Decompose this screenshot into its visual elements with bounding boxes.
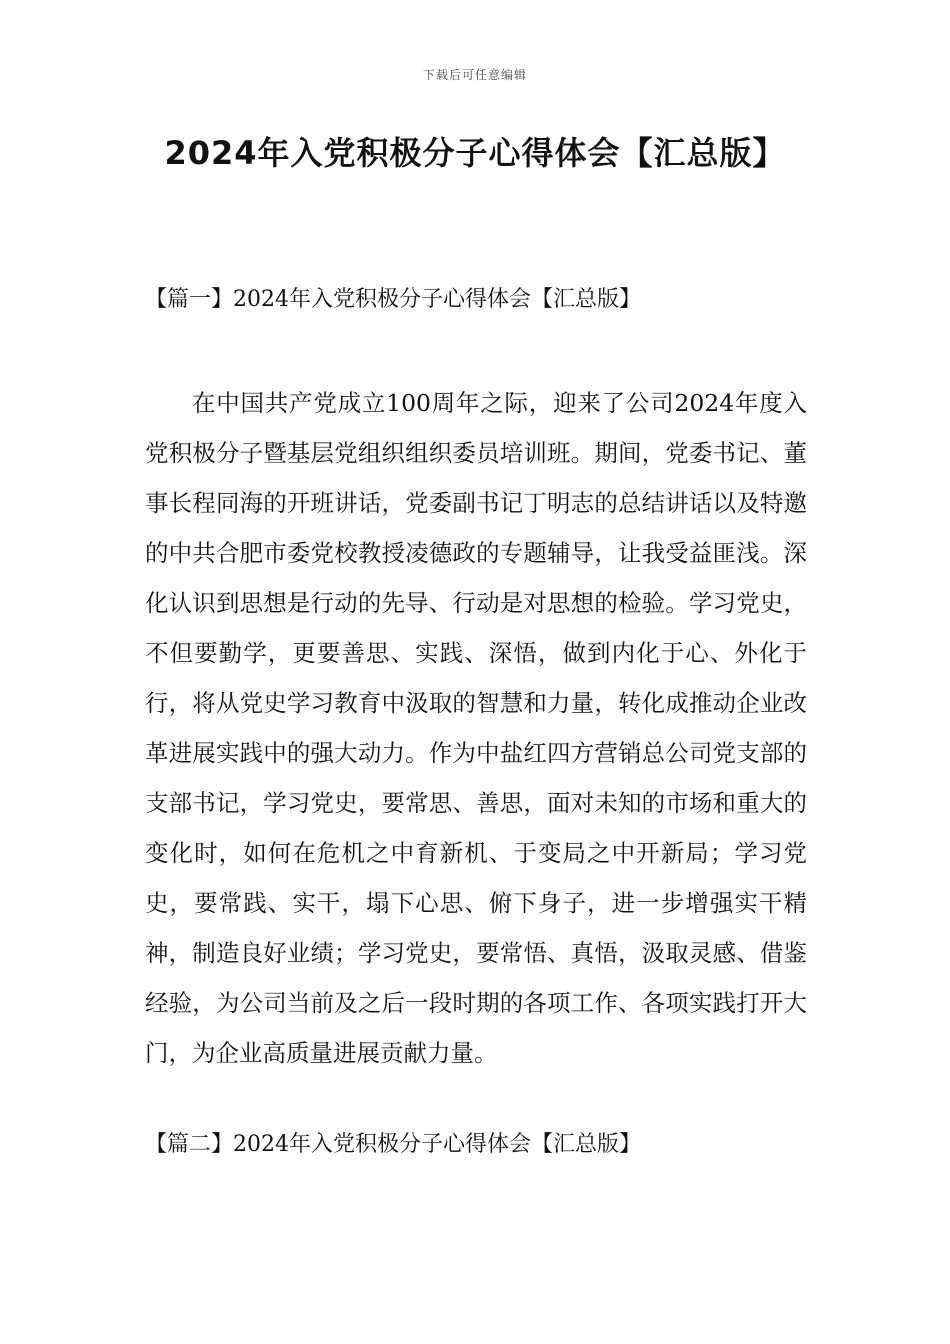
document-title: 2024年入党积极分子心得体会【汇总版】	[164, 134, 786, 172]
header-note: 下载后可任意编辑	[422, 68, 527, 82]
section-heading-1: 【篇一】2024年入党积极分子心得体会【汇总版】	[145, 287, 641, 312]
section-1-body: 在中国共产党成立100周年之际，迎来了公司2024年度入党积极分子暨基层党组织组织委员培训班。期间，党委书记、董事长程同海的开班讲话，党委副书记丁明志的总结讲话以及特邀的中共合肥市委党校教授凌德政的专题辅导，让我受益匪浅。深化认识到思想是行动的先导、行动是对思想的检验。学习党史，不但要勤学，更要善思、实践、深悟，做到内化于心、外化于行，将从党史学习教育中汲取的智慧和力量，转化成推动企业改革进展实践中的强大动力。作为中盐红四方营销总公司党支部的支部书记，学习党史，要常思、善思，面对未知的市场和重大的变化时，如何在危机之中育新机、于变局之中开新局；学习党史，要常践、实干，塌下心思、俯下身子，进一步增强实干精神，制造良好业绩；学习党史，要常悟、真悟，汲取灵感、借鉴经验，为公司当前及之后一段时期的各项工作、各项实践打开大门，为企业高质量进展贡献力量。	[145, 389, 807, 1067]
section-heading-2: 【篇二】2024年入党积极分子心得体会【汇总版】	[145, 1132, 641, 1157]
